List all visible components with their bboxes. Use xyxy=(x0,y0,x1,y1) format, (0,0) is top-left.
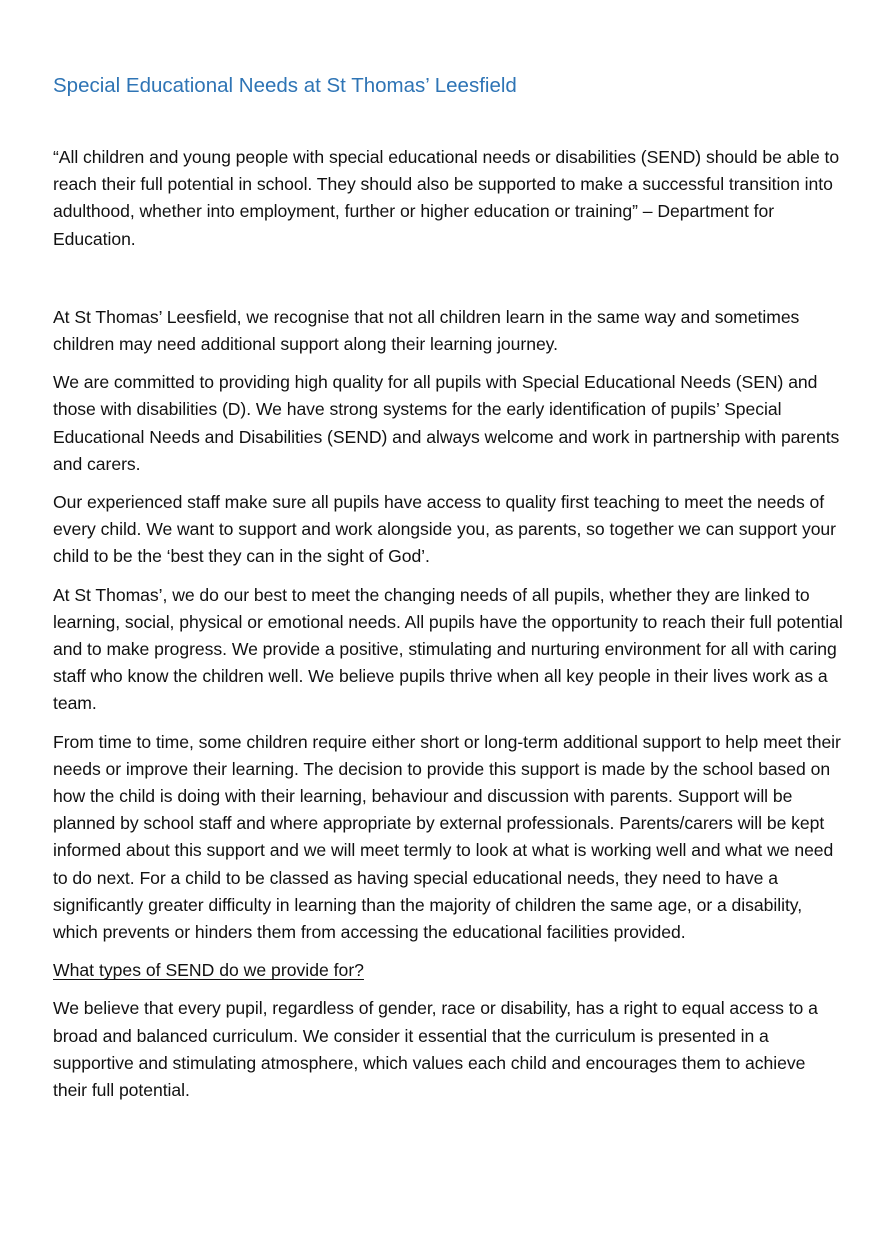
send-types-subheading: What types of SEND do we provide for? xyxy=(53,960,364,981)
document-page xyxy=(53,70,843,1115)
intro-paragraph: At St Thomas’ Leesfield, we recognise that not all children learn in the same way and sometimes children may need additional support along their learning journey. xyxy=(53,306,800,355)
needs-paragraph: At St Thomas’, we do our best to meet the changing needs of all pupils, whether they are linked to learning, social, physical or emotional needs. All pupils have the opportunity to reach their full potential and to make progress. We provide a positive, stimulating and nurturing environment for all with caring staff who know the children well. We believe pupils thrive when all key people in their lives work as a team. xyxy=(53,584,843,714)
support-paragraph: From time to time, some children require either short or long-term additional support to help meet their needs or improve their learning. The decision to provide this support is made by the school based on how the child is doing with their learning, behaviour and discussion with parents. Support will be planned by school staff and where appropriate by external professionals. Parents/carers will be kept informed about this support and we will meet termly to look at what is working well and what we need to do next. For a child to be classed as having special educational needs, they need to have a significantly greater difficulty in learning than the majority of children the same age, or a disability, which prevents or hinders them from accessing the educational facilities provided. xyxy=(53,731,841,943)
dfe-quote: “All children and young people with special educational needs or disabilities (SEND) should be able to reach their full potential in school. They should also be supported to make a successful transition into adulthood, whether into employment, further or higher education or training” – Department for Education. xyxy=(53,147,840,249)
commitment-paragraph: We are committed to providing high quality for all pupils with Special Educational Needs (SEN) and those with disabilities (D). We have strong systems for the early identification of pupils’ Special Educational Needs and Disabilities (SEND) and always welcome and work in partnership with parents and carers. xyxy=(53,372,840,474)
staff-paragraph: Our experienced staff make sure all pupils have access to quality first teaching to meet the needs of every child. We want to support and work alongside you, as parents, so together we can support your child to be the ‘best they can in the sight of God’. xyxy=(53,492,836,567)
curriculum-paragraph: We believe that every pupil, regardless of gender, race or disability, has a right to equal access to a broad and balanced curriculum. We consider it essential that the curriculum is presented in a supportive and stimulating atmosphere, which values each child and encourages them to achieve their full potential. xyxy=(53,998,818,1101)
page-title: Special Educational Needs at St Thomas’ Leesfield xyxy=(53,74,517,97)
